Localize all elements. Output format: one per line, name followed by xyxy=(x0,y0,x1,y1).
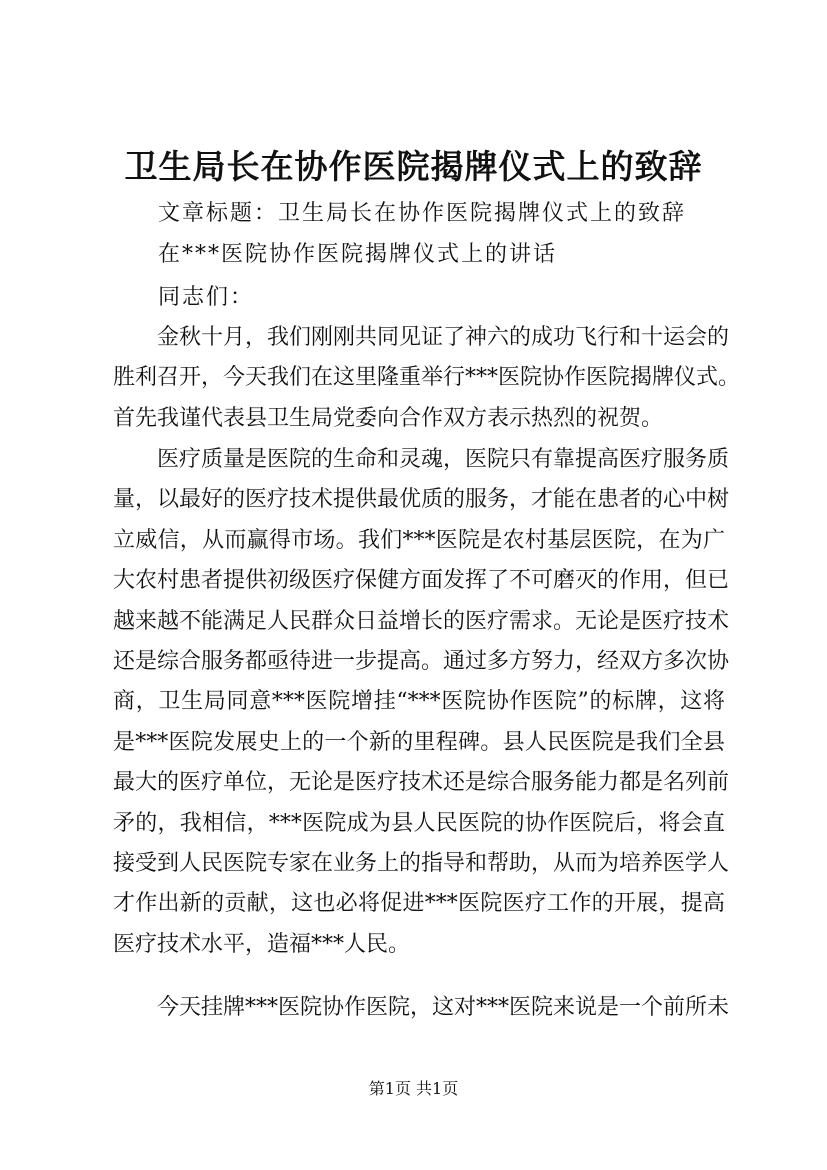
paragraph-line: 量，以最好的医疗技术提供最优质的服务，才能在患者的心中树 xyxy=(113,487,730,513)
paragraph-line: 医疗质量是医院的生命和灵魂，医院只有靠提高医疗服务质 xyxy=(113,447,730,472)
paragraph-line: 今天挂牌***医院协作医院，这对***医院来说是一个前所未 xyxy=(113,995,730,1020)
paragraph-2 xyxy=(113,440,730,965)
paragraph-line: 是***医院发展史上的一个新的里程碑。县人民医院是我们全县 xyxy=(113,729,725,755)
page-footer: 第1页 共1页 xyxy=(368,1079,459,1098)
document-title: 卫生局长在协作医院揭牌仪式上的致辞 xyxy=(124,147,703,186)
speech-subtitle: 在***医院协作医院揭牌仪式上的讲话 xyxy=(158,242,558,267)
paragraph-line: 首先我谨代表县卫生局党委向合作双方表示热烈的祝贺。 xyxy=(113,405,664,431)
paragraph-line: 金秋十月，我们刚刚共同见证了神六的成功飞行和十运会的 xyxy=(113,325,730,350)
salutation: 同志们： xyxy=(158,285,255,310)
paragraph-line: 接受到人民医院专家在业务上的指导和帮助，从而为培养医学人 xyxy=(113,850,730,876)
paragraph-3 xyxy=(113,988,730,1028)
paragraph-line: 还是综合服务都亟待进一步提高。通过多方努力，经双方多次协 xyxy=(113,648,730,674)
article-title-line: 文章标题：卫生局长在协作医院揭牌仪式上的致辞 xyxy=(158,201,687,226)
paragraph-line: 大农村患者提供初级医疗保健方面发挥了不可磨灭的作用，但已 xyxy=(113,568,730,594)
paragraph-line: 越来越不能满足人民群众日益增长的医疗需求。无论是医疗技术 xyxy=(113,608,730,634)
paragraph-line: 才作出新的贡献，这也必将促进***医院医疗工作的开展，提高 xyxy=(113,891,725,917)
paragraph-line: 商，卫生局同意***医院增挂“***医院协作医院”的标牌，这将 xyxy=(113,689,725,715)
paragraph-1 xyxy=(113,318,741,439)
paragraph-line: 矛的，我相信，***医院成为县人民医院的协作医院后，将会直 xyxy=(113,810,725,836)
paragraph-line: 最大的医疗单位，无论是医疗技术还是综合服务能力都是名列前 xyxy=(113,770,730,796)
paragraph-line: 胜利召开，今天我们在这里隆重举行***医院协作医院揭牌仪式。 xyxy=(113,365,741,391)
paragraph-line: 立威信，从而赢得市场。我们***医院是农村基层医院，在为广 xyxy=(113,527,725,553)
paragraph-line: 医疗技术水平，造福***人民。 xyxy=(113,931,411,957)
